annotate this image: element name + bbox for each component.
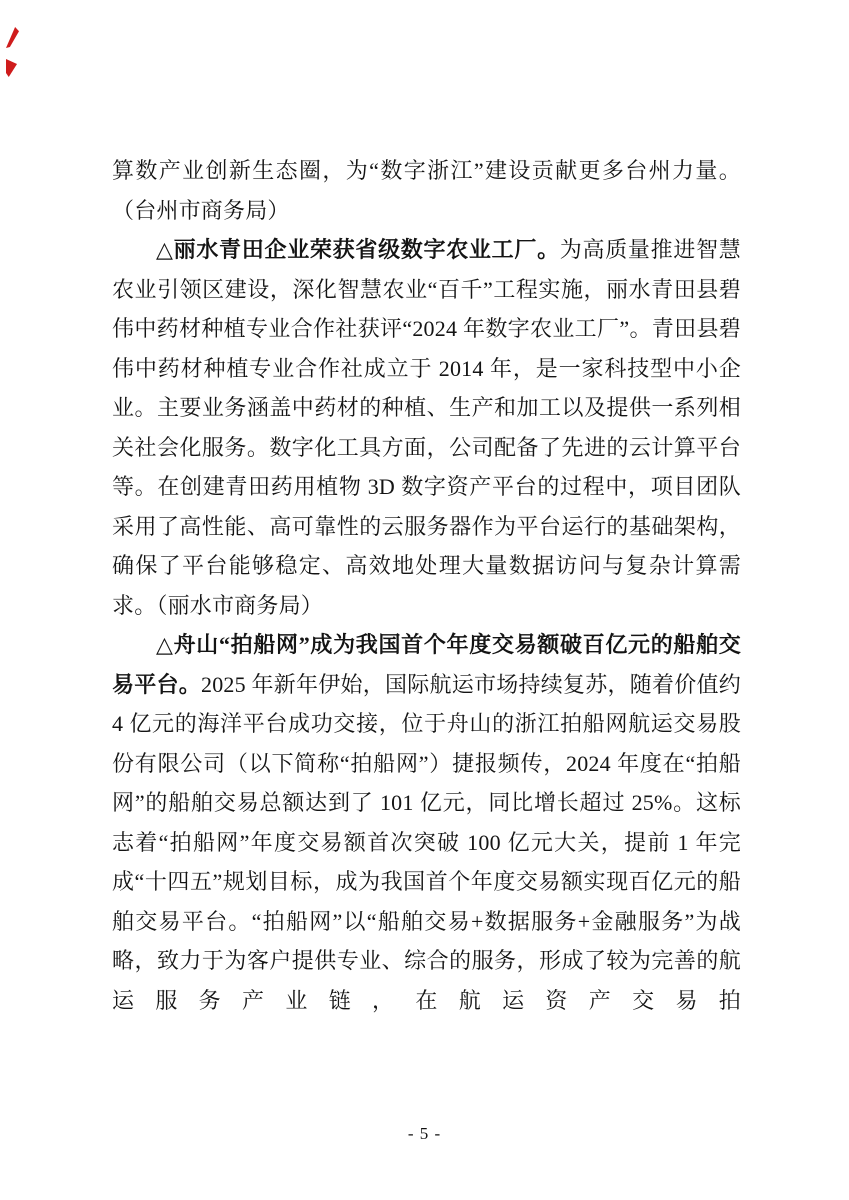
page-number: - 5 -	[407, 1124, 442, 1143]
paragraph-lead: △舟山“拍船网”成为我国首个年度交易额破百亿元的船舶交易平台。	[112, 632, 741, 697]
paragraph-lishui-digital-agriculture	[112, 230, 741, 625]
red-annotation-mark-icon	[6, 57, 17, 77]
paragraph-continuation	[112, 151, 741, 230]
page-body	[112, 151, 741, 1020]
paragraph-zhoushan-ship-trading	[112, 625, 741, 1020]
paragraph-text: 算数产业创新生态圈，为“数字浙江”建设贡献更多台州力量。（台州市商务局）	[112, 158, 741, 223]
page-footer	[0, 1124, 849, 1144]
paragraph-text: 2025 年新年伊始，国际航运市场持续复苏，随着价值约 4 亿元的海洋平台成功交接，位于舟山的浙江拍船网航运交易股份有限公司（以下简称“拍船网”）捷报频传，2024 年度在“拍船网”的船舶交易总额达到了 101 亿元，同比增长超过 25%。这标志着“拍船网”年度交易额首次突破 100 亿元大关，提前 1 年完成“十四五”规划目标，成为我国首个年度交易额实现百亿元的船舶交易平台。“拍船网”以“船舶交易+数据服务+金融服务”为战略，致力于为客户提供专业、综合的服务，形成了较为完善的航运服务产业链，在航运资产交易拍	[112, 671, 741, 1013]
paragraph-text: 为高质量推进智慧农业引领区建设，深化智慧农业“百千”工程实施，丽水青田县碧伟中药材种植专业合作社获评“2024 年数字农业工厂”。青田县碧伟中药材种植专业合作社成立于 2014 年，是一家科技型中小企业。主要业务涵盖中药材的种植、生产和加工以及提供一系列相关社会化服务。数字化工具方面，公司配备了先进的云计算平台等。在创建青田药用植物 3D 数字资产平台的过程中，项目团队采用了高性能、高可靠性的云服务器作为平台运行的基础架构，确保了平台能够稳定、高效地处理大量数据访问与复杂计算需求。（丽水市商务局）	[112, 237, 741, 618]
red-annotation-mark-icon	[6, 27, 19, 48]
paragraph-lead: △丽水青田企业荣获省级数字农业工厂。	[156, 237, 560, 262]
